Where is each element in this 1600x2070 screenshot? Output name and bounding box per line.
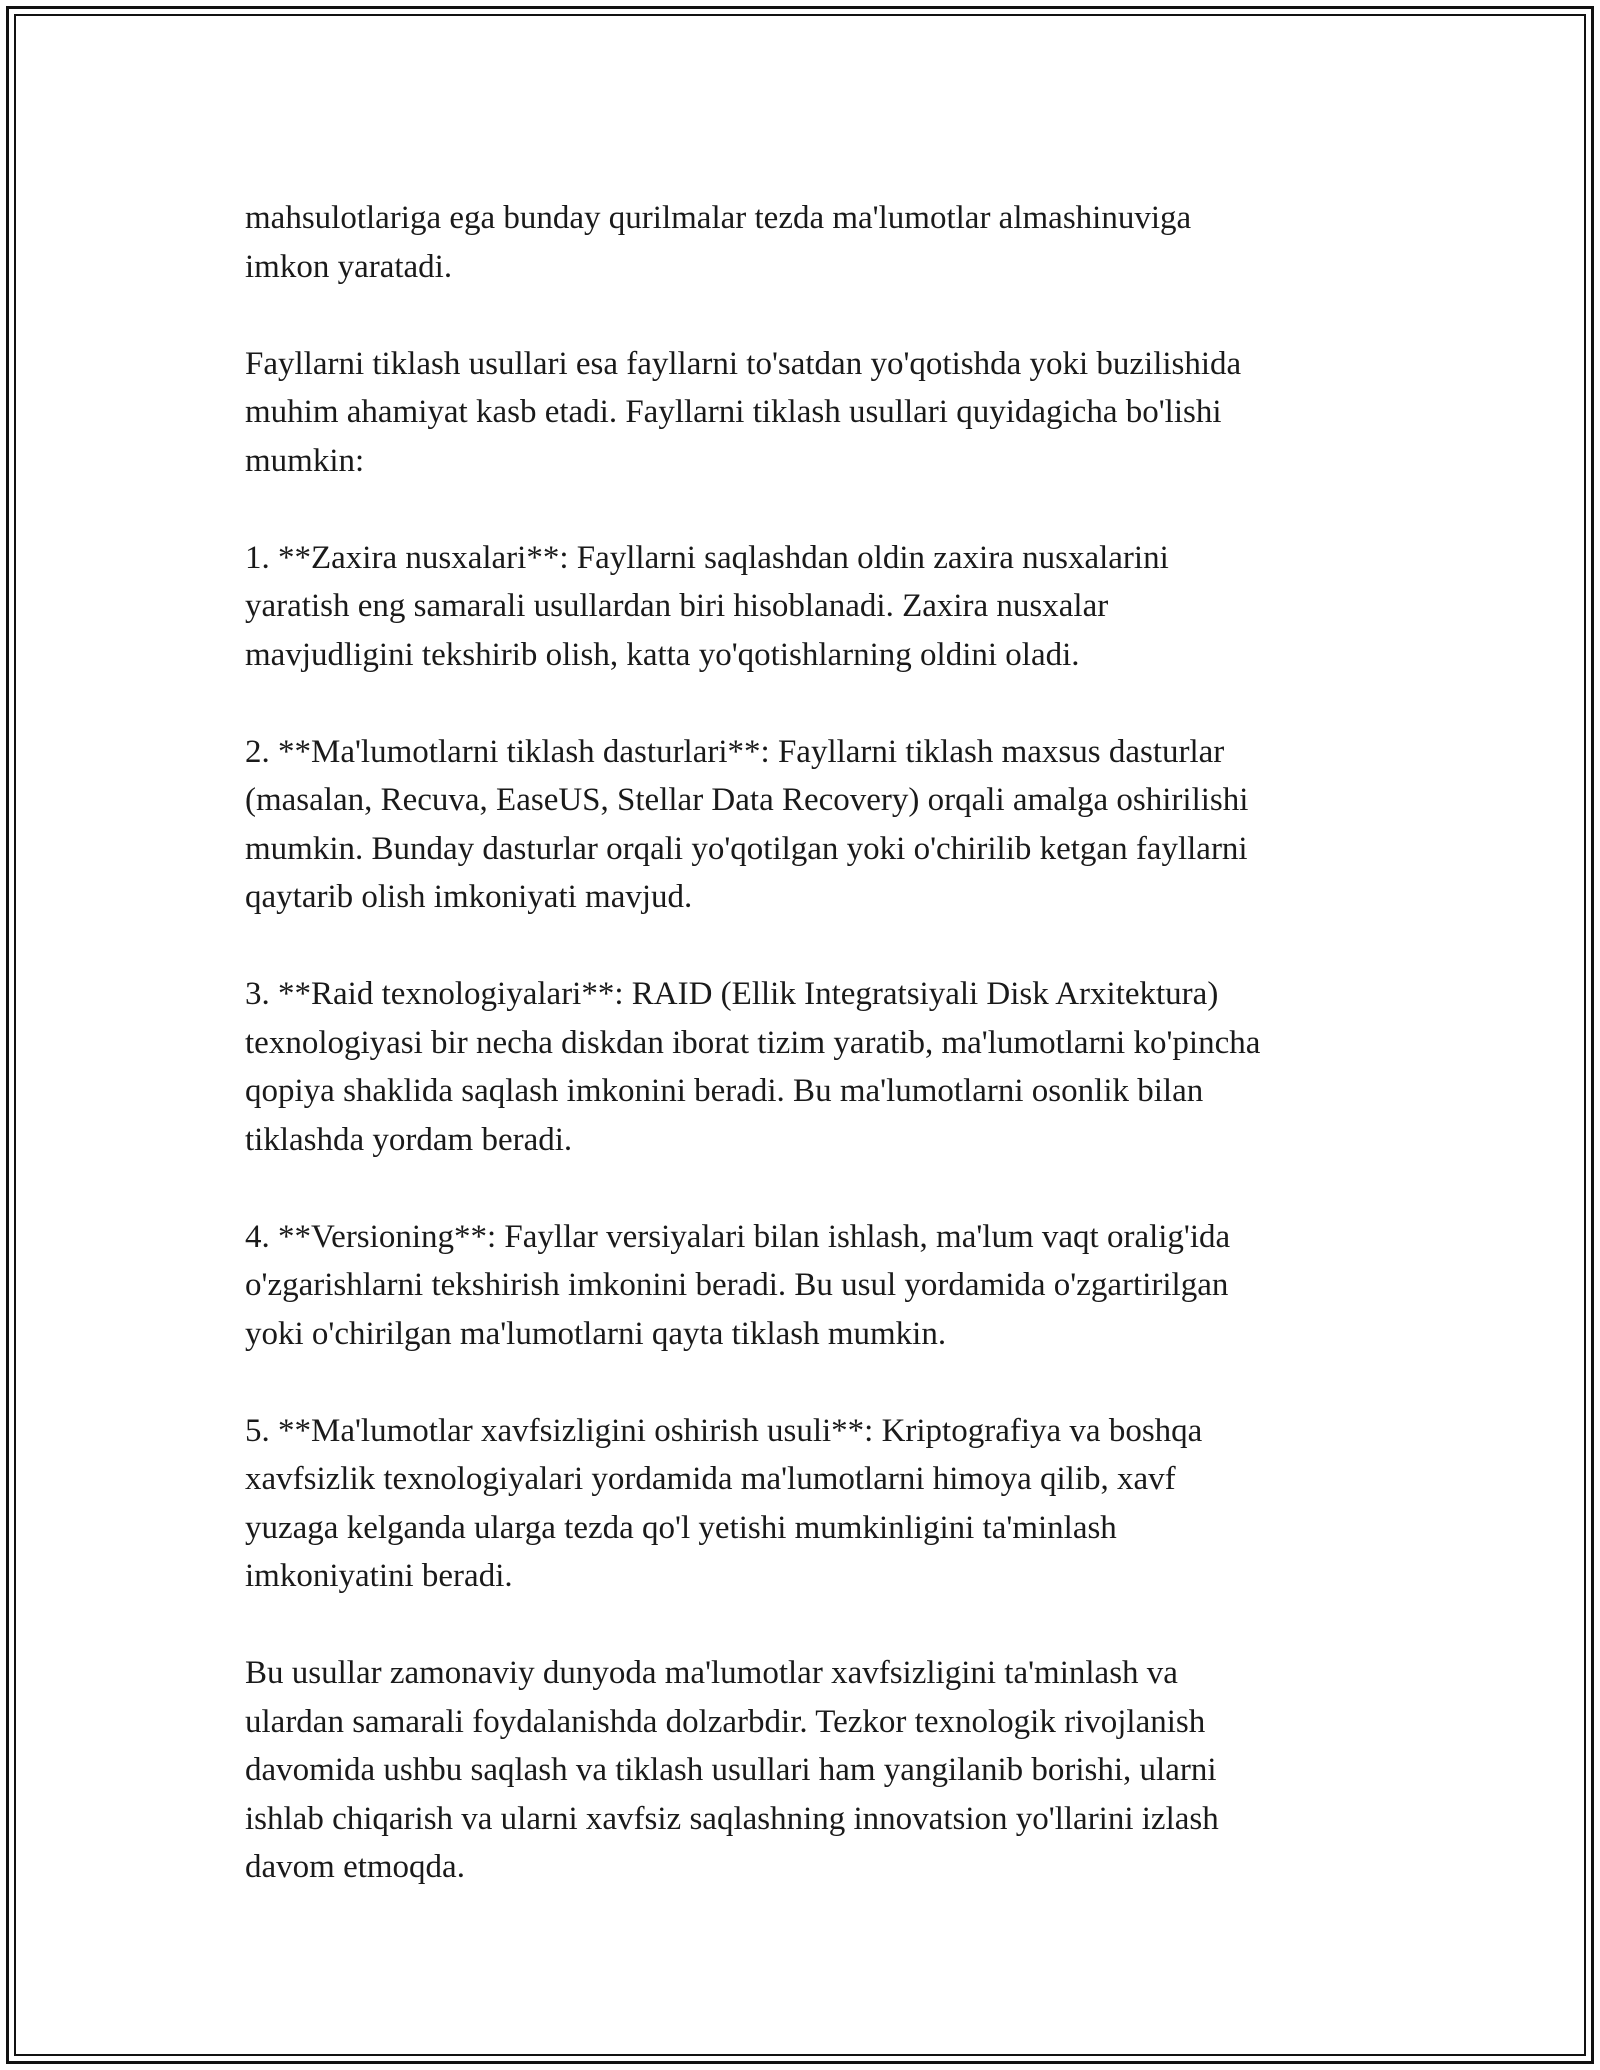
text-line: ulardan samarali foydalanishda dolzarbdir. Tezkor texnologik rivojlanish [245,1703,1206,1740]
text-line: texnologiyasi bir necha diskdan iborat tizim yaratib, ma'lumotlarni ko'pincha [245,1024,1261,1061]
text-line: imkon yaratadi. [245,248,453,285]
text-line: imkoniyatini beradi. [245,1558,513,1594]
list-item-backups [245,534,1395,680]
text-line: davomida ushbu saqlash va tiklash usullari ham yangilanib borishi, ularni [245,1752,1217,1788]
list-item-raid [245,970,1395,1164]
text-line: yoki o'chirilgan ma'lumotlarni qayta tiklash mumkin. [245,1315,947,1352]
text-line: mahsulotlariga ega bunday qurilmalar tezda ma'lumotlar almashinuviga [245,200,1192,236]
paragraph-intro-continuation [245,194,1395,291]
text-line: (masalan, Recuva, EaseUS, Stellar Data Recovery) orqali amalga oshirilishi [245,782,1249,818]
list-item-security [245,1407,1395,1601]
text-line: o'zgarishlarni tekshirish imkonini beradi. Bu usul yordamida o'zgartirilgan [245,1267,1229,1303]
text-line: mumkin. Bunday dasturlar orqali yo'qotilgan yoki o'chirilib ketgan fayllarni [245,830,1248,867]
text-line: mavjudligini tekshirib olish, katta yo'qotishlarning oldini oladi. [245,636,1080,673]
text-line: 5. **Ma'lumotlar xavfsizligini oshirish usuli**: Kriptografiya va boshqa [245,1412,1203,1449]
text-line: qopiya shaklida saqlash imkonini beradi. Bu ma'lumotlarni osonlik bilan [245,1073,1204,1109]
text-line: Bu usullar zamonaviy dunyoda ma'lumotlar xavfsizligini ta'minlash va [245,1655,1178,1691]
text-line: 4. **Versioning**: Fayllar versiyalari bilan ishlash, ma'lum vaqt oralig'ida [245,1218,1231,1255]
text-line: Fayllarni tiklash usullari esa fayllarni to'satdan yo'qotishda yoki buzilishida [245,345,1242,382]
text-line: xavfsizlik texnologiyalari yordamida ma'lumotlarni himoya qilib, xavf [245,1461,1176,1497]
paragraph-recovery-methods-intro [245,340,1395,486]
list-item-versioning [245,1213,1395,1359]
text-line: muhim ahamiyat kasb etadi. Fayllarni tiklash usullari quyidagicha bo'lishi [245,394,1222,430]
text-line: davom etmoqda. [245,1849,465,1885]
text-line: 3. **Raid texnologiyalari**: RAID (Ellik Integratsiyali Disk Arxitektura) [245,976,1219,1012]
text-line: mumkin: [245,442,365,479]
text-line: ishlab chiqarish va ularni xavfsiz saqlashning innovatsion yo'llarini izlash [245,1800,1219,1837]
text-line: 2. **Ma'lumotlarni tiklash dasturlari**: Fayllarni tiklash maxsus dasturlar [245,733,1225,770]
paragraph-conclusion [245,1649,1395,1892]
text-line: 1. **Zaxira nusxalari**: Fayllarni saqlashdan oldin zaxira nusxalarini [245,539,1169,576]
text-line: qaytarib olish imkoniyati mavjud. [245,879,693,915]
text-line: tiklashda yordam beradi. [245,1121,573,1158]
list-item-recovery-software [245,728,1395,922]
page-border [6,6,1594,2064]
text-line: yuzaga kelganda ularga tezda qo'l yetishi mumkinligini ta'minlash [245,1509,1117,1546]
text-line: yaratish eng samarali usullardan biri hisoblanadi. Zaxira nusxalar [245,588,1109,624]
document-body [245,194,1395,1892]
